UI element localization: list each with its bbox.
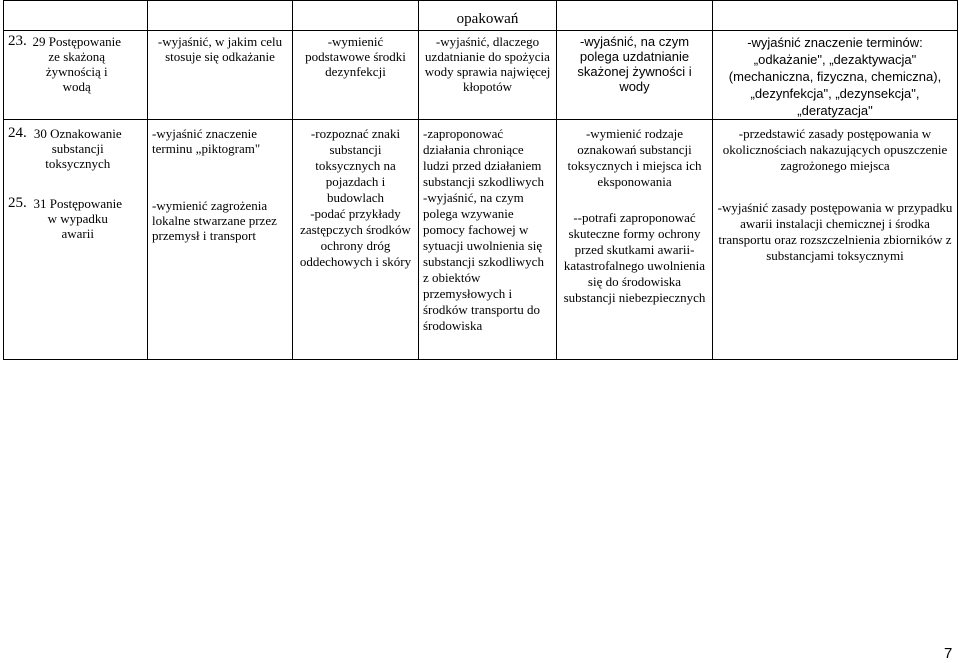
lesson-title: 30 Oznakowanie substancji toksycznych xyxy=(33,126,122,171)
cell-text: -wymienić podstawowe środki dezynfekcji xyxy=(305,34,406,79)
table-row xyxy=(4,31,958,120)
cell xyxy=(293,31,419,120)
cell xyxy=(557,1,713,31)
cell-text: -wyjaśnić, na czym polega wzywanie pomocy fachowej w sytuacji uwolnienia się substancji szkodliwych z obiektów przemysłowych i środków transportu do środowiska xyxy=(423,190,544,333)
cell xyxy=(293,120,419,360)
lesson-title: 31 Postępowanie w wypadku awarii xyxy=(33,196,122,241)
cell-text: -wyjaśnić znaczenie terminów: „odkażanie", „dezaktywacja" (mechaniczna, fizyczna, chemiczna), „dezynfekcja", „dezynsekcja", „deratyzacja" xyxy=(728,35,942,118)
cell xyxy=(4,1,148,31)
cell-text: -wyjaśnić zasady postępowania w przypadku awarii instalacji chemicznej i środka transportu oraz rozszczelnienia zbiorników z substancjami toksycznymi xyxy=(717,200,953,263)
row-number: 24. xyxy=(8,125,27,141)
table-row xyxy=(4,1,958,31)
cell-text: -wyjaśnić, w jakim celu stosuje się odkażanie xyxy=(157,34,283,64)
lesson-cell xyxy=(4,31,148,120)
curriculum-table xyxy=(3,0,958,360)
cell xyxy=(148,1,293,31)
lesson-cell xyxy=(4,120,148,360)
lesson-title: 29 Postępowanie ze skażoną żywnością i wodą xyxy=(32,34,121,94)
cell-text: -przedstawić zasady postępowania w okolicznościach nakazujących opuszczenie zagrożonego miejsca xyxy=(722,126,948,173)
page-number: 7 xyxy=(944,645,953,662)
row-number: 23. xyxy=(8,33,27,49)
cell xyxy=(557,120,713,360)
cell xyxy=(713,1,958,31)
cell xyxy=(713,120,958,360)
cell-text: -wyjaśnić, na czym polega uzdatnianie skażonej żywności i wody xyxy=(577,34,692,94)
cell xyxy=(557,31,713,120)
cell xyxy=(419,1,557,31)
cell-text: -podać przykłady zastępczych środków ochrony dróg oddechowych i skóry xyxy=(299,206,412,269)
cell xyxy=(148,31,293,120)
cell-text: -wyjaśnić znaczenie terminu „piktogram" xyxy=(152,126,261,156)
cell-text: -wymienić zagrożenia lokalne stwarzane przez przemysł i transport xyxy=(152,198,277,243)
cell-text: -wymienić rodzaje oznakowań substancji toksycznych i miejsca ich eksponowania xyxy=(567,126,702,189)
cell xyxy=(713,31,958,120)
cell xyxy=(419,31,557,120)
cell xyxy=(419,120,557,360)
cell-text: opakowań xyxy=(456,11,519,27)
lesson-block xyxy=(8,126,143,196)
cell-text: --potrafi zaproponować skuteczne formy ochrony przed skutkami awarii-katastrofalnego uwolnienia się do środowiska substancji niebezpiecznych xyxy=(563,210,706,305)
cell xyxy=(148,120,293,360)
lesson-block xyxy=(8,196,143,241)
table-row xyxy=(4,120,958,360)
cell-text: -rozpoznać znaki substancji toksycznych na pojazdach i budowlach xyxy=(310,126,401,205)
cell xyxy=(293,1,419,31)
row-number: 25. xyxy=(8,195,27,211)
cell-text: -wyjaśnić, dlaczego uzdatnianie do spożycia wody sprawia najwięcej kłopotów xyxy=(424,34,551,94)
cell-text: -zaproponować działania chroniące ludzi przed działaniem substancji szkodliwych xyxy=(423,126,544,189)
